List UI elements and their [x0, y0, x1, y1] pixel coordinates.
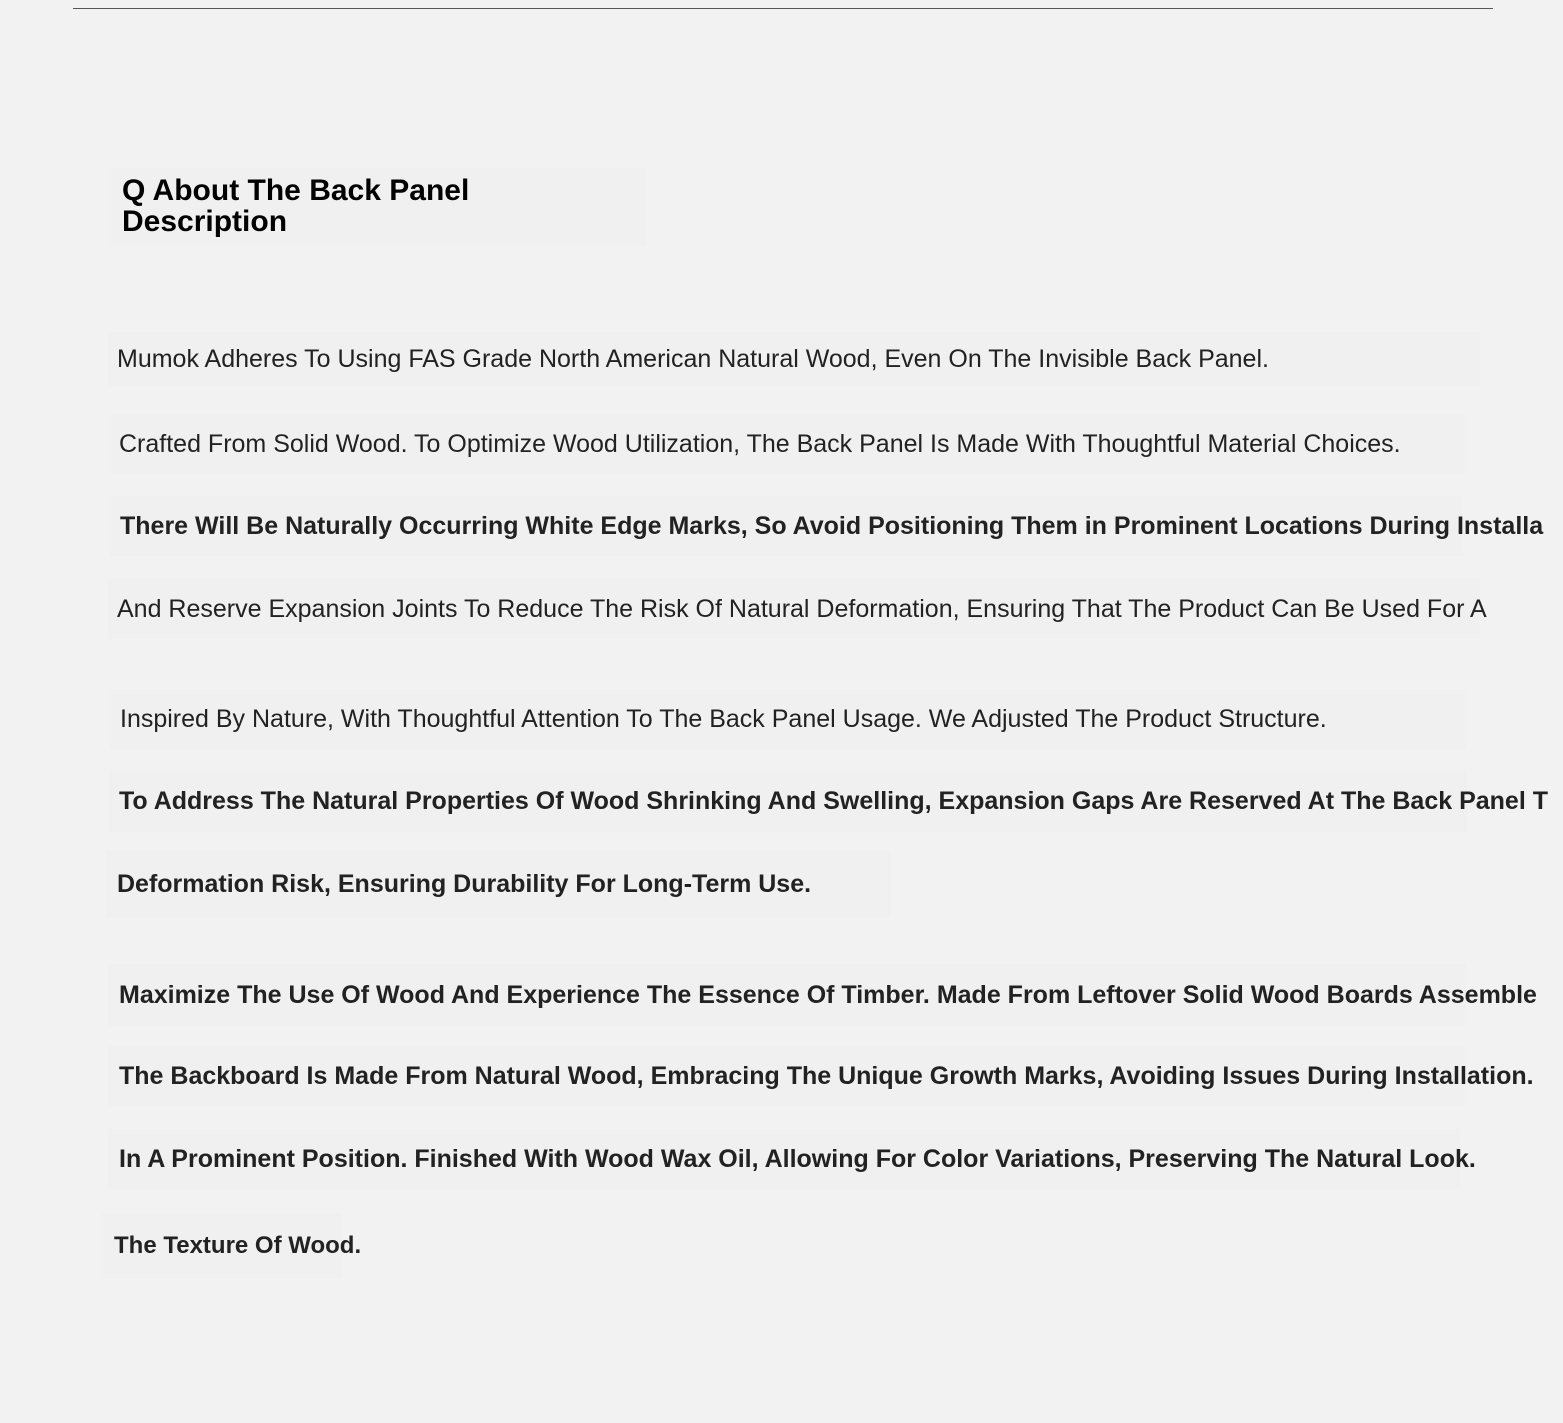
paragraph-text: In A Prominent Position. Finished With Wood Wax Oil, Allowing For Color Variations, Preserving The Natural Look.	[119, 1144, 1476, 1173]
paragraph-text: Mumok Adheres To Using FAS Grade North American Natural Wood, Even On The Invisible Back Panel.	[117, 344, 1269, 373]
paragraph-line	[110, 496, 1544, 556]
paragraph-text: Deformation Risk, Ensuring Durability For Long-Term Use.	[117, 869, 812, 898]
paragraph-text: Maximize The Use Of Wood And Experience The Essence Of Timber. Made From Leftover Solid Wood Boards Assemble	[119, 980, 1537, 1009]
paragraph-line	[108, 964, 1537, 1026]
heading-line-2: Description	[122, 205, 288, 238]
paragraph-text: Inspired By Nature, With Thoughtful Attention To The Back Panel Usage. We Adjusted The Product Structure.	[120, 704, 1327, 733]
paragraph-line	[110, 689, 1466, 749]
paragraph-line	[108, 1046, 1534, 1106]
paragraph-text: The Backboard Is Made From Natural Wood, Embracing The Unique Growth Marks, Avoiding Issues During Installation.	[119, 1061, 1534, 1090]
paragraph-text: And Reserve Expansion Joints To Reduce The Risk Of Natural Deformation, Ensuring That The Product Can Be Used For A	[117, 594, 1487, 623]
paragraph-text: The Texture Of Wood.	[114, 1232, 362, 1259]
paragraph-line	[108, 1129, 1476, 1189]
paragraph-line	[106, 851, 891, 917]
paragraph-line	[110, 415, 1466, 473]
paragraph-line	[102, 1213, 362, 1279]
paragraph-line	[109, 770, 1548, 832]
paragraph-line	[108, 332, 1480, 386]
paragraph-line	[108, 579, 1487, 639]
paragraph-text: Crafted From Solid Wood. To Optimize Wood Utilization, The Back Panel Is Made With Thoughtful Material Choices.	[119, 429, 1401, 458]
paragraph-text: To Address The Natural Properties Of Wood Shrinking And Swelling, Expansion Gaps Are Reserved At The Back Panel T	[119, 786, 1548, 815]
paragraph-text: There Will Be Naturally Occurring White Edge Marks, So Avoid Positioning Them in Prominent Locations During Installa	[120, 511, 1544, 540]
heading-line-1: Q About The Back Panel	[122, 174, 470, 207]
